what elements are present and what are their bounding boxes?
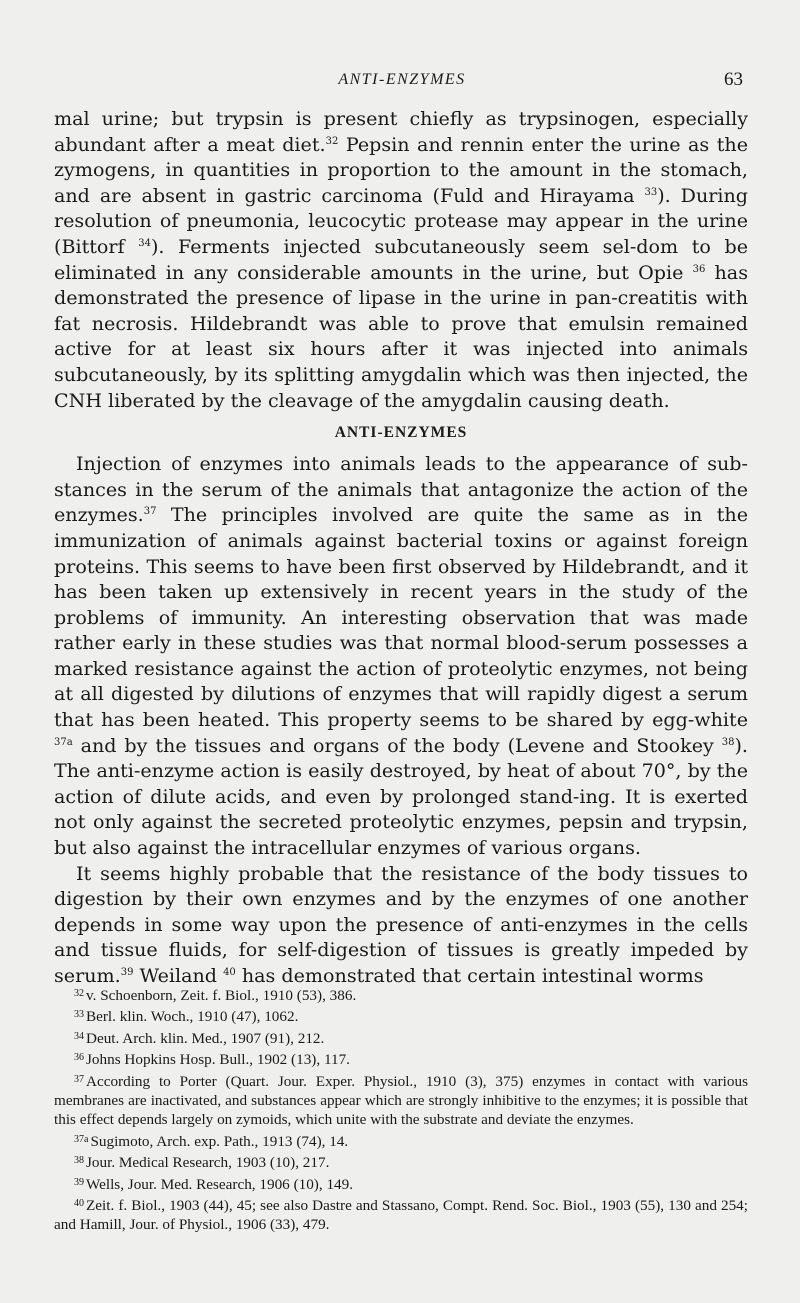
text-run: has demonstrated the presence of lipase in the urine in pan-creatitis with fat necrosis. Hildebrandt was able to prove that emulsin remained active for at least six hours after it was injected into animals subcutaneously, by its splitting amygdalin which was then injected, the CNH liberated by the cleavage of the amygdalin causing death. — [54, 260, 748, 412]
body-text — [54, 106, 748, 989]
footnote-text: According to Porter (Quart. Jour. Exper. Physiol., 1910 (3), 375) enzymes in contact with various membranes are inactivated, and substances appear which are strongly inhibitive to the enzymes; it is possible that this effect depends largely on zymoids, which unite with the substrate and deviate the enzymes. — [54, 1072, 748, 1129]
paragraph-continuation — [54, 106, 748, 413]
footnotes — [54, 984, 748, 1235]
footnote-mark: 38 — [74, 1155, 84, 1167]
footnote-text: Berl. klin. Woch., 1910 (47), 1062. — [86, 1008, 299, 1026]
footnote — [54, 1173, 748, 1194]
text-run: Injection of enzymes into animals leads to the appearance of sub-stances in the serum of the animals that antagonize the action of the enzymes. — [54, 452, 748, 527]
text-run: The principles involved are quite the same as in the immunization of animals against bacterial toxins or against foreign proteins. This seems to have been first observed by Hildebrandt, and it has been taken up extensively in recent years in the study of the problems of immunity. An interesting observation that was made rather early in these studies was that normal blood-serum possesses a marked resistance against the action of proteolytic enzymes, not being at all digested by dilutions of enzymes that will rapidly digest a serum that has been heated. This property seems to be shared by egg-white — [54, 503, 748, 732]
footnote — [54, 1194, 748, 1235]
footnote-mark: 39 — [74, 1176, 84, 1188]
footnote — [54, 1151, 748, 1172]
text-run: ). The anti-enzyme action is easily destroyed, by heat of about 70°, by the action of dilute acids, and even by prolonged stand-ing. It is exerted not only against the secreted proteolytic enzymes, pepsin and trypsin, but also against the intracellular enzymes of various organs. — [54, 733, 748, 860]
footnote-mark: 33 — [74, 1009, 84, 1021]
text-run: Weiland — [133, 964, 224, 987]
text-run: It seems highly probable that the resistance of the body tissues to digestion by their own enzymes and by the enzymes of one another depends in some way upon the presence of anti-enzymes in the cells and tissue fluids, for self-digestion of tissues is greatly impeded by serum. — [54, 861, 748, 987]
footnote-text: Zeit. f. Biol., 1903 (44), 45; see also Dastre and Stassano, Compt. Rend. Soc. Biol., 1903 (55), 130 and 254; and Hamill, Jour. of Physiol., 1906 (33), 479. — [54, 1197, 748, 1234]
footnote-text: Sugimoto, Arch. exp. Path., 1913 (74), 14. — [90, 1132, 349, 1150]
footnote — [54, 984, 748, 1005]
footnote-text: Jour. Medical Research, 1903 (10), 217. — [86, 1154, 330, 1172]
footnote — [54, 1005, 748, 1026]
text-run: mal urine; but trypsin is present chiefly as trypsinogen, especially abundant after a meat diet. — [54, 107, 748, 156]
page-number: 63 — [724, 69, 743, 90]
footnote-text: v. Schoenborn, Zeit. f. Biol., 1910 (53), 386. — [86, 987, 357, 1004]
section-heading: ANTI-ENZYMES — [334, 424, 468, 442]
footnote-ref: 36 — [692, 263, 706, 275]
footnote-ref: 34 — [138, 237, 151, 249]
footnote-text: Johns Hopkins Hosp. Bull., 1902 (13), 117. — [86, 1051, 350, 1069]
footnote-text: Deut. Arch. klin. Med., 1907 (91), 212. — [86, 1029, 325, 1047]
footnote-mark: 36 — [74, 1052, 84, 1064]
text-run: ). During resolution of pneumonia, leucocytic protease may appear in the urine (Bittorf — [54, 183, 748, 258]
footnote-mark: 40 — [74, 1198, 84, 1210]
running-head: ANTI-ENZYMES — [338, 71, 466, 88]
footnote-ref: 39 — [120, 967, 134, 978]
footnote-ref: 38 — [721, 736, 735, 748]
footnote-mark: 32 — [74, 988, 84, 999]
footnote-ref: 40 — [223, 967, 236, 978]
footnote-ref: 32 — [325, 135, 339, 147]
paragraph-anti-enzymes — [54, 451, 748, 861]
text-run: has demonstrated that certain intestinal worms — [235, 964, 704, 987]
text-run: and by the tissues and organs of the body (Levene and Stookey — [72, 733, 722, 757]
footnote-text: Wells, Jour. Med. Research, 1906 (10), 149. — [86, 1175, 354, 1193]
footnote — [54, 1048, 748, 1069]
footnote — [54, 1070, 748, 1130]
footnote-mark: 37a — [74, 1133, 89, 1145]
footnote — [54, 1130, 748, 1151]
text-run: Pepsin and rennin enter the urine as the zymogens, in quantities in proportion to the amount in the stomach, and are absent in gastric carcinoma (Fuld and Hirayama — [54, 132, 748, 207]
footnote-ref: 37a — [54, 736, 73, 748]
footnote-mark: 34 — [74, 1030, 84, 1042]
footnote-mark: 37 — [74, 1073, 84, 1085]
paragraph-resistance — [54, 861, 748, 989]
footnote — [54, 1027, 748, 1048]
footnote-ref: 37 — [143, 506, 157, 518]
text-run: ). Ferments injected subcutaneously seem sel-dom to be eliminated in any considerable amounts in the urine, but Opie — [54, 234, 748, 284]
footnote-ref: 33 — [644, 186, 658, 198]
